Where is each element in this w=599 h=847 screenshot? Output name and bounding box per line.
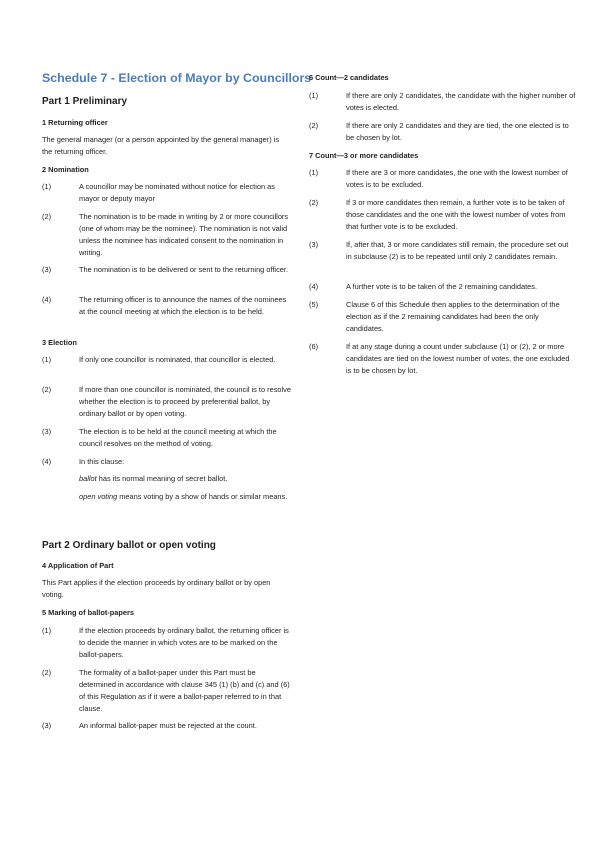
item-number: (2): [309, 198, 319, 207]
item-text: If 3 or more candidates then remain, a further vote is to be taken of those candidates and the one with the lowest number of votes from that further vote is to be excluded.: [346, 198, 566, 231]
definition-open-voting: [79, 491, 292, 503]
item-text: The returning officer is to announce the names of the nominees at the council meeting at which the election is to be held.: [79, 295, 287, 316]
item-number: (5): [309, 300, 319, 309]
clause-5-heading: 5 Marking of ballot-papers: [42, 608, 134, 617]
item-number: (2): [42, 385, 52, 394]
clause-4-heading: 4 Application of Part: [42, 561, 114, 570]
clause-7-heading: 7 Count—3 or more candidates: [309, 151, 419, 160]
clause-1-heading: 1 Returning officer: [42, 118, 108, 127]
item-text: The formality of a ballot-paper under this Part must be determined in accordance with clause 345 (1) (b) and (c) and (6) of this Regulation as if it were a ballot-paper referred to in that clause.: [79, 668, 290, 713]
item-number: (2): [42, 212, 52, 221]
item-number: (4): [42, 457, 52, 466]
item-number: (4): [42, 295, 52, 304]
item-text: Clause 6 of this Schedule then applies to the determination of the election as if the 2 remaining candidates had been the only candidates.: [346, 300, 560, 333]
definition-ballot: [79, 473, 292, 485]
item-text: If there are only 2 candidates, the candidate with the higher number of votes is elected.: [346, 91, 576, 112]
clause-2-heading: 2 Nomination: [42, 165, 89, 174]
item-text: The nomination is to be made in writing by 2 or more councillors (one of whom may be the nominee). The nomination is not valid unless the nominee has indicated consent to the nomination in writing.: [79, 212, 289, 257]
item-number: (3): [42, 265, 52, 274]
item-text: If, after that, 3 or more candidates still remain, the procedure set out in subclause (2) is to be repeated until only 2 candidates remain.: [346, 240, 569, 261]
item-text: The election is to be held at the council meeting at which the council resolves on the method of voting.: [79, 427, 277, 448]
item-text: If at any stage during a count under subclause (1) or (2), 2 or more candidates are tied on the lowest number of votes, the one excluded is to be chosen by lot.: [346, 342, 570, 375]
item-text: An informal ballot-paper must be rejected at the count.: [79, 721, 257, 730]
item-text: A further vote is to be taken of the 2 remaining candidates.: [346, 282, 538, 291]
clause-6-heading: 6 Count—2 candidates: [309, 73, 389, 82]
document-title: Schedule 7 - Election of Mayor by Councillors: [42, 71, 312, 85]
item-text: In this clause:: [79, 457, 125, 466]
item-text: If only one councillor is nominated, that councillor is elected.: [79, 355, 276, 364]
item-number: (2): [309, 121, 319, 130]
item-number: (6): [309, 342, 319, 351]
item-number: (1): [42, 626, 52, 635]
item-number: (3): [42, 721, 52, 730]
item-number: (1): [309, 168, 319, 177]
part-1-heading: Part 1 Preliminary: [42, 96, 128, 107]
item-text: The nomination is to be delivered or sent to the returning officer.: [79, 265, 288, 274]
defined-term: ballot: [79, 474, 97, 483]
part-2-heading: Part 2 Ordinary ballot or open voting: [42, 540, 216, 551]
defined-term: open voting: [79, 492, 118, 501]
item-text: If there are 3 or more candidates, the one with the lowest number of votes is to be excluded.: [346, 168, 568, 189]
item-number: (1): [42, 182, 52, 191]
clause-1-text: The general manager (or a person appointed by the general manager) is the returning officer.: [42, 135, 280, 156]
item-text: A councillor may be nominated without notice for election as mayor or deputy mayor: [79, 182, 275, 203]
item-number: (3): [42, 427, 52, 436]
clause-3-heading: 3 Election: [42, 338, 77, 347]
item-number: (1): [309, 91, 319, 100]
item-number: (1): [42, 355, 52, 364]
item-text: If the election proceeds by ordinary ballot, the returning officer is to decide the manner in which votes are to be marked on the ballot-papers.: [79, 626, 289, 659]
definition-text: has its normal meaning of secret ballot.: [96, 474, 228, 483]
item-number: (2): [42, 668, 52, 677]
definition-text: means voting by a show of hands or similar means.: [117, 492, 288, 501]
item-text: If there are only 2 candidates and they are tied, the one elected is to be chosen by lot.: [346, 121, 569, 142]
item-number: (4): [309, 282, 319, 291]
item-number: (3): [309, 240, 319, 249]
clause-4-text: This Part applies if the election proceeds by ordinary ballot or by open voting.: [42, 578, 271, 599]
item-text: If more than one councillor is nominated, the council is to resolve whether the election is to proceed by preferential ballot, by ordinary ballot or by open voting.: [79, 385, 291, 418]
